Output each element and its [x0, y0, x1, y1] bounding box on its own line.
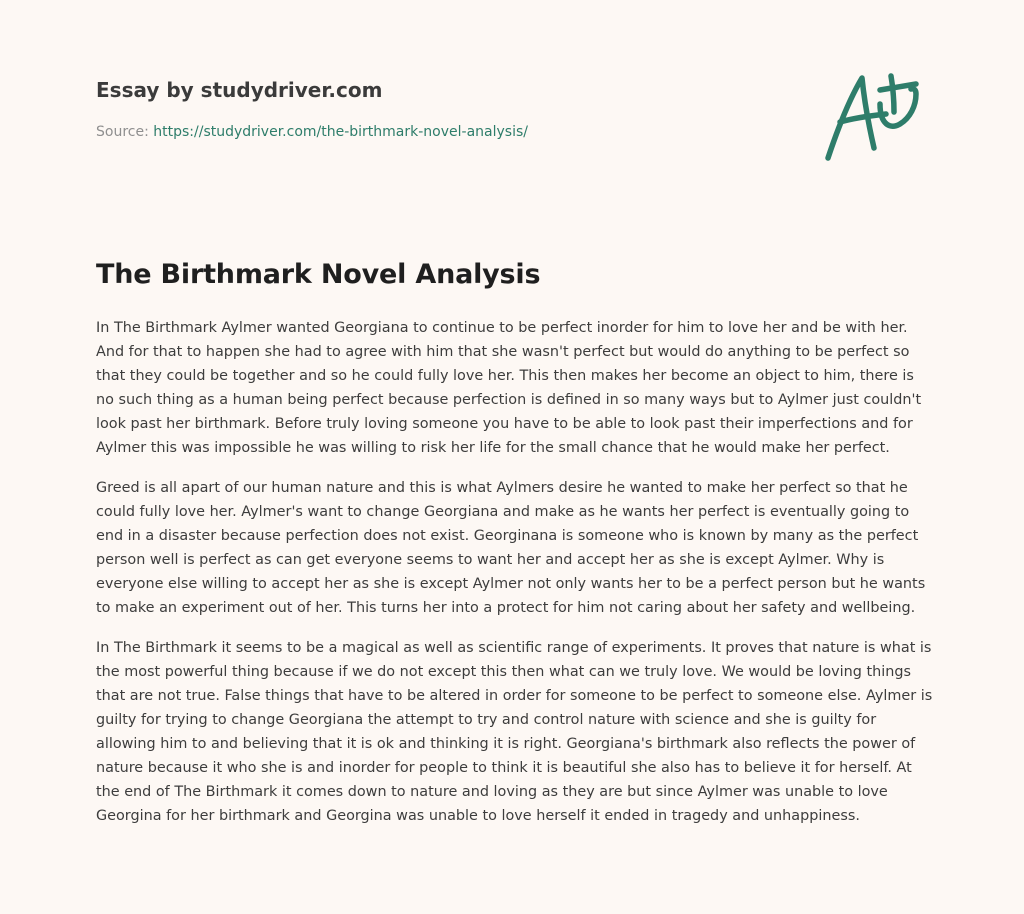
article — [96, 256, 934, 844]
article-paragraph: In The Birthmark Aylmer wanted Georgiana to continue to be perfect inorder for him to love her and be with her. And for that to happen she had to agree with him that she wasn't perfect but would do anything to be perfect so that they could be together and so he could fully love her. This then makes her become an object to him, there is no such thing as a human being perfect because perfection is defined in so many ways but to Aylmer just couldn't look past her birthmark. Before truly loving someone you have to be able to look past their imperfections and for Aylmer this was impossible he was willing to risk her life for the small chance that he would make her perfect. — [96, 320, 922, 456]
source-label: Source: — [96, 124, 149, 140]
source-link[interactable]: https://studydriver.com/the-birthmark-novel-analysis/ — [153, 124, 528, 140]
article-paragraph: In The Birthmark it seems to be a magical as well as scientific range of experiments. It proves that nature is what is the most powerful thing because if we do not except this then what can we truly love. We would be loving things that are not true. False things that have to be altered in order for someone to be perfect to someone else. Aylmer is guilty for trying to change Georgiana the attempt to try and control nature with science and she is guilty for allowing him to and believing that it is ok and thinking it is right. Georgiana's birthmark also reflects the power of nature because it who she is and inorder for people to think it is beautiful she also has to believe it for herself. At the end of The Birthmark it comes down to nature and loving as they are but since Aylmer was unable to love Georgina for her birthmark and Georgina was unable to love herself it ended in tragedy and unhappiness. — [96, 640, 933, 824]
site-title: Essay by studydriver.com — [96, 78, 383, 102]
a-plus-grade-logo-icon — [818, 64, 930, 168]
essay-header — [96, 76, 796, 142]
page-title: The Birthmark Novel Analysis — [96, 259, 541, 290]
source-line — [96, 122, 796, 142]
article-paragraph: Greed is all apart of our human nature and this is what Aylmers desire he wanted to make her perfect so that he could fully love her. Aylmer's want to change Georgiana and make as he wants her perfect is eventually going to end in a disaster because perfection does not exist. Georginana is someone who is known by many as the perfect person well is perfect as can get everyone seems to want her and accept her as she is except Aylmer. Why is everyone else willing to accept her as she is except Aylmer not only wants her to be a perfect person but he wants to make an experiment out of her. This turns her into a protect for him not caring about her safety and wellbeing. — [96, 480, 926, 616]
